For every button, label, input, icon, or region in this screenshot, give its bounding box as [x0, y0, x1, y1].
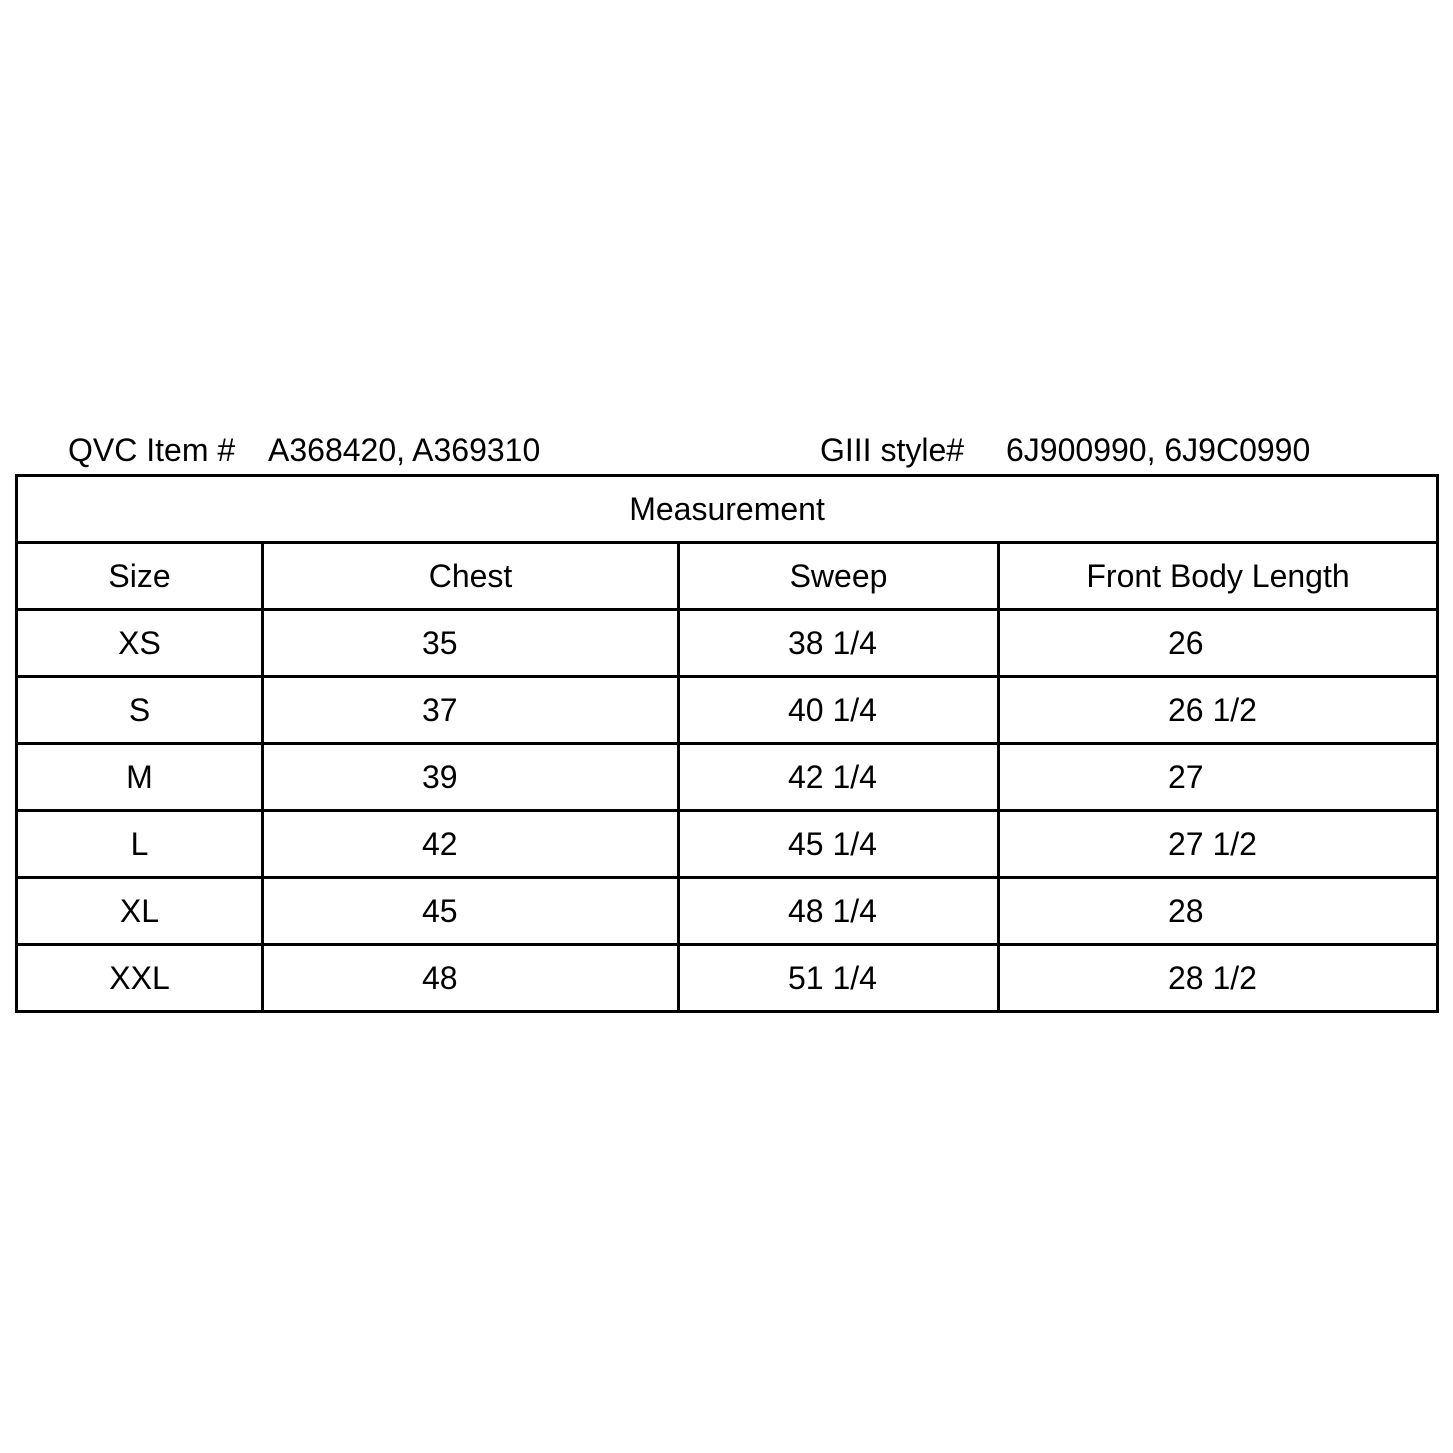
qvc-item-value: A368420, A369310: [268, 432, 541, 468]
table-row: [17, 744, 1438, 811]
table-row: [17, 878, 1438, 945]
column-header-front-body-length: Front Body Length: [999, 543, 1438, 610]
chest-cell: 45: [263, 878, 679, 945]
size-cell: XS: [17, 610, 263, 677]
column-header-chest: Chest: [263, 543, 679, 610]
chest-cell: 35: [263, 610, 679, 677]
table-header-row: [17, 543, 1438, 610]
front-body-length-cell: 26 1/2: [999, 677, 1438, 744]
sweep-cell: 42 1/4: [679, 744, 999, 811]
sweep-cell: 45 1/4: [679, 811, 999, 878]
table-row: [17, 677, 1438, 744]
table-row: [17, 610, 1438, 677]
column-header-size: Size: [17, 543, 263, 610]
giii-style-label: GIII style#: [820, 432, 965, 468]
size-cell: S: [17, 677, 263, 744]
front-body-length-cell: 28: [999, 878, 1438, 945]
sweep-cell: 51 1/4: [679, 945, 999, 1012]
giii-style-value: 6J900990, 6J9C0990: [1006, 432, 1311, 468]
sweep-cell: 40 1/4: [679, 677, 999, 744]
front-body-length-cell: 26: [999, 610, 1438, 677]
size-cell: XL: [17, 878, 263, 945]
table-title-row: [17, 476, 1438, 543]
front-body-length-cell: 28 1/2: [999, 945, 1438, 1012]
size-cell: L: [17, 811, 263, 878]
chest-cell: 48: [263, 945, 679, 1012]
size-cell: M: [17, 744, 263, 811]
table-title: Measurement: [17, 476, 1438, 543]
table-row: [17, 945, 1438, 1012]
sweep-cell: 38 1/4: [679, 610, 999, 677]
chest-cell: 37: [263, 677, 679, 744]
chest-cell: 39: [263, 744, 679, 811]
size-cell: XXL: [17, 945, 263, 1012]
front-body-length-cell: 27: [999, 744, 1438, 811]
table-row: [17, 811, 1438, 878]
size-chart-table: [15, 474, 1439, 1013]
sweep-cell: 48 1/4: [679, 878, 999, 945]
chest-cell: 42: [263, 811, 679, 878]
front-body-length-cell: 27 1/2: [999, 811, 1438, 878]
column-header-sweep: Sweep: [679, 543, 999, 610]
qvc-item-label: QVC Item #: [68, 432, 236, 468]
